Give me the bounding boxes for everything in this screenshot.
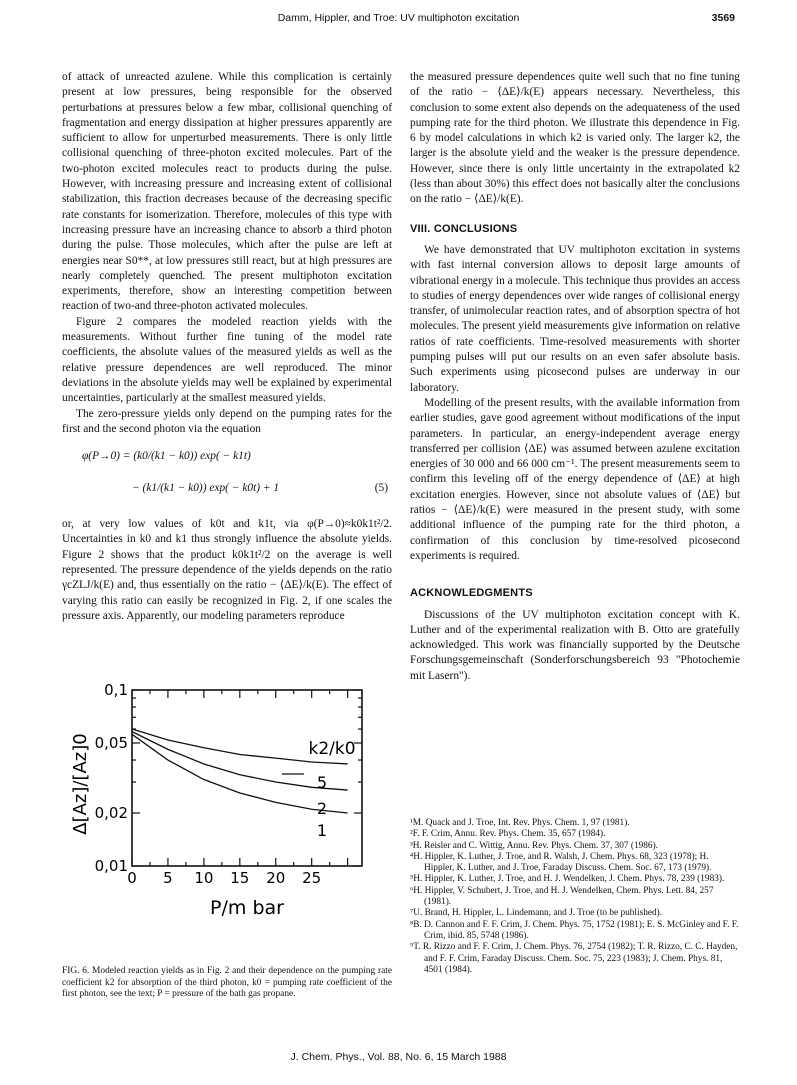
left-paragraph-2: Figure 2 compares the modeled reaction yields with the measurements. Without further fine tuning of the model rate coefficients, the absolute values of the measured yields as well as the relative pressure dependences are well reproduced. The minor deviations in the absolute yields may well be explained by experimental uncertainties, particularly at the smallest measured yields. (62, 315, 392, 405)
reference-item: ⁸B. D. Cannon and F. F. Crim, J. Chem. Phys. 75, 1752 (1981); E. S. McGinley and F. F. Crim, ibid. 85, 5748 (1986). (410, 919, 739, 941)
plot-frame (132, 690, 362, 866)
left-column (62, 70, 392, 624)
y-axis-label: Δ[Az]/[Az]0 (70, 733, 91, 835)
right-paragraph-3: Modelling of the present results, with the available information from earlier studies, gave good agreement without modifications of the input parameters. In particular, an energy-independent average energy transferred per collision ⟨ΔE⟩ was assumed between azulene excitation energies of 30 000 and 66 000 cm⁻¹. The present measurements seem to confirm this leveling off of the energy dependence of ⟨ΔE⟩ at high excitation energies. However, since not absolute values of ⟨ΔE⟩ but ratios − ⟨ΔE⟩/k(E) were measured in the present study, with some additional influence of the pumping rate for the third photon, a confirmation of this conclusion by time-resolved picosecond experiments is required. (410, 396, 740, 562)
right-paragraph-2: We have demonstrated that UV multiphoton excitation in systems with fast internal conversion allows to deposit large amounts of vibrational energy in a molecule. This technique thus provides an access to studies of energy dependences over wide ranges of collisional energy transfer, of unimolecular reaction rates, and of absorption spectra of hot molecules. The present yield measurements give information on relative ratios of rate coefficients. Time-resolved measurements with shorter pumping pulses will put our results on an even safer absolute basis. Such experiments using picosecond pulses are underway in our laboratory. (410, 243, 740, 394)
x-tick-label: 10 (194, 869, 214, 887)
x-tick-label: 0 (127, 869, 137, 887)
reference-item: ²F. F. Crim, Annu. Rev. Phys. Chem. 35, 657 (1984). (410, 829, 606, 840)
left-paragraph-3: The zero-pressure yields only depend on the pumping rates for the first and the second photon via the equation (62, 407, 392, 435)
journal-footer: J. Chem. Phys., Vol. 88, No. 6, 15 March 1988 (290, 1051, 507, 1063)
legend-entry-1: 1 (316, 821, 328, 840)
equation-5 (62, 437, 392, 517)
reference-item: ⁷U. Brand, H. Hippler, L. Lindemann, and J. Troe (to be published). (410, 908, 663, 919)
x-tick-label: 5 (163, 869, 173, 887)
x-axis-label: P/m bar (210, 897, 284, 919)
right-paragraph-4: Discussions of the UV multiphoton excitation concept with K. Luther and of the experimental realization with B. Otto are gratefully acknowledged. This work was financially supported by the Deutsche Forschungsgemeinschaft (Sonderforschungsbereich 93 "Photochemie mit Lasern"). (410, 608, 740, 682)
figure-caption: FIG. 6. Modeled reaction yields as in Fig. 2 and their dependence on the pumping rate coefficient k2 for absorption of the third photon, k0 = pumping rate coefficient of the first photon, see the text; P = pressure of the bath gas propane. (62, 966, 392, 1000)
equation-number: (5) (374, 482, 388, 495)
legend-entry-5: 5 (316, 773, 328, 792)
section-heading-conclusions: VIII. CONCLUSIONS (410, 222, 518, 235)
reference-item: ⁹T. R. Rizzo and F. F. Crim, J. Chem. Phys. 76, 2754 (1982); T. R. Rizzo, C. C. Hayden, and F. F. Crim, Faraday Discuss. Chem. Soc. 75, 223 (1983); J. Chem. Phys. 81, 4501 (1984). (410, 942, 738, 975)
x-tick-label: 15 (230, 869, 250, 887)
right-column (410, 70, 740, 684)
left-paragraph-1: of attack of unreacted azulene. While this complication is certainly present at low pressures, being responsible for the observed perturbations at pressures below a few mbar, collisional quenching of fragmentation and energy dissipation at higher pressures apparently are sufficient to allow for unperturbed measurements. There is only little collisional quenching of three-photon excited molecules. Part of the two-photon excited molecules react to products during the pulse. However, with increasing pressure and increasing extent of collisional stabilization, this fraction decreases because of the decreasing specific rate constants for isomerization. Therefore, molecules of this type with increasing pressure have an increasing chance to absorb a third photon during the pulse. Those molecules, which after the pulse are left at energies near S0**, at low pressures still react, but at high pressures are nearly completely quenched. The present multiphoton excitation experiments, therefore, show an interesting competition between reaction of two-and three-photon activated molecules. (62, 71, 392, 313)
y-tick-label: 0,1 (104, 681, 128, 699)
y-tick-label: 0,05 (94, 733, 128, 752)
reference-item: ¹M. Quack and J. Troe, Int. Rev. Phys. Chem. 1, 97 (1981). (410, 818, 630, 828)
left-paragraph-4: or, at very low values of k0t and k1t, via φ(P→0)≈k0k1t²/2. Uncertainties in k0 and k1 thus strongly influence the absolute yields. Figure 2 shows that the product k0k1t²/2 on the average is well represented. The pressure dependence of the yields depends on the ratio γcZLJ/k(E) and, thus essentially on the ratio − ⟨ΔE⟩/k(E). The effect of varying this ratio can easily be recognized in Fig. 2, if one scales the pressure axis. Apparently, our modeling parameters reproduce (62, 518, 392, 622)
y-tick-label: 0,02 (94, 804, 128, 823)
reference-item: ⁶H. Hippler, V. Schubert, J. Troe, and H. J. Wendelken, Chem. Phys. Lett. 84, 257 (1981). (410, 885, 714, 908)
y-tick-label: 0,01 (94, 857, 128, 875)
equation-line-1: φ(P→0) = (k0/(k1 − k0)) exp( − k1t) (82, 450, 251, 463)
references-list (410, 818, 740, 976)
x-tick-label: 20 (266, 869, 286, 887)
reference-item: ⁵H. Hippler, K. Luther, J. Troe, and H. J. Wendelken, J. Chem. Phys. 78, 239 (1983). (410, 874, 725, 885)
x-tick-label: 25 (302, 869, 322, 887)
reference-item: ³H. Reisler and C. Wittig, Annu. Rev. Phys. Chem. 37, 307 (1986). (410, 840, 658, 851)
reference-item: ⁴H. Hippler, K. Luther, J. Troe, and R. Walsh, J. Chem. Phys. 68, 323 (1978); H. Hippler, K. Luther, and J. Troe, Faraday Discuss. Chem. Soc. 67, 173 (1979). (410, 851, 712, 874)
legend-entry-2: 2 (316, 799, 328, 818)
running-header (0, 12, 797, 26)
header-title: Damm, Hippler, and Troe: UV multiphoton excitation (277, 12, 520, 24)
equation-line-2: − (k1/(k1 − k0)) exp( − k0t) + 1 (132, 482, 280, 495)
figure-6-chart (60, 676, 380, 958)
legend-title: k2/k0 (308, 739, 356, 759)
section-heading-acknowledgments: ACKNOWLEDGMENTS (410, 587, 533, 600)
right-paragraph-1: the measured pressure dependences quite well such that no fine tuning of the ratio − ⟨ΔE⟩/k(E) appears necessary. Nevertheless, this conclusion to some extent also depends on the adequateness of the used pumping rate for the third photon. We illustrate this dependence in Fig. 6 by model calculations in which k2 is varied only. The larger k2, the larger is the absolute yield and the weaker is the pressure dependence. However, since there is only little uncertainty in the extrapolated k2 (less than about 30%) this effect does not basically alter the conclusions on the ratio − ⟨ΔE⟩/k(E). (410, 71, 740, 206)
page-number: 3569 (711, 12, 735, 24)
